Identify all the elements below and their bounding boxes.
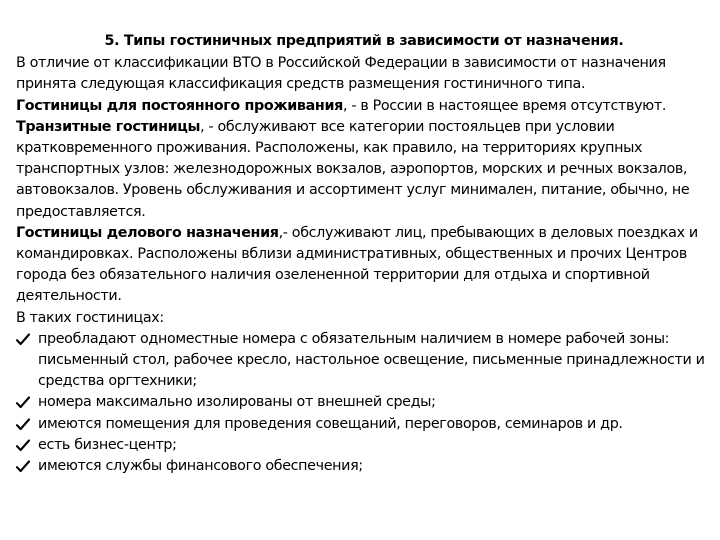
business-hotels-term: Гостиницы делового назначения bbox=[16, 224, 279, 241]
transit-hotels-paragraph bbox=[16, 117, 712, 223]
list-intro: В таких гостиницах: bbox=[16, 309, 164, 326]
list-item-text: есть бизнес-центр; bbox=[38, 436, 177, 453]
check-mark-icon bbox=[16, 333, 30, 346]
check-mark-icon bbox=[16, 396, 30, 409]
intro-paragraph: В отличие от классификации ВТО в Российской Федерации в зависимости от назначения принята следующая классификация средств размещения гостиничного типа. bbox=[16, 55, 666, 93]
permanent-hotels-text: , - в России в настоящее время отсутствуют. bbox=[342, 97, 667, 114]
business-hotels-text: ,- обслуживают лиц, пребывающих в деловых поездках и командировках. Расположены вблизи административных, общественных и прочих Центров города без обязательного наличия озелененной территории для отдыха и спортивной деятельности. bbox=[16, 224, 698, 305]
document-body bbox=[16, 31, 712, 477]
business-hotels-paragraph bbox=[16, 223, 712, 308]
list-item-text: номера максимально изолированы от внешней среды; bbox=[38, 394, 436, 411]
check-mark-icon bbox=[16, 439, 30, 452]
page-title: 5. Типы гостиничных предприятий в зависимости от назначения. bbox=[104, 33, 624, 49]
permanent-hotels-paragraph bbox=[16, 96, 712, 117]
feature-list bbox=[16, 329, 712, 477]
list-item bbox=[16, 435, 712, 456]
list-item bbox=[16, 414, 712, 435]
list-item bbox=[16, 392, 712, 413]
list-item-text: преобладают одноместные номера с обязательным наличием в номере рабочей зоны: письменный стол, рабочее кресло, настольное освещение, письменные принадлежности и средства оргтехники; bbox=[38, 330, 705, 390]
transit-hotels-text: , - обслуживают все категории постояльцев при условии кратковременного проживания. Расположены, как правило, на территориях крупных транспортных узлов: железнодорожных вокзалов, аэропортов, морских и речных вокзалов, автовокзалов. Уровень обслуживания и ассортимент услуг минимален, питание, обычно, не предоставляется. bbox=[16, 118, 690, 220]
list-item-text: имеются службы финансового обеспечения; bbox=[38, 458, 363, 475]
check-mark-icon bbox=[16, 418, 30, 431]
list-item-text: имеются помещения для проведения совещаний, переговоров, семинаров и др. bbox=[38, 415, 623, 432]
list-item bbox=[16, 329, 712, 393]
check-mark-icon bbox=[16, 460, 30, 473]
transit-hotels-term: Транзитные гостиницы bbox=[16, 118, 201, 135]
list-item bbox=[16, 456, 712, 477]
permanent-hotels-term: Гостиницы для постоянного проживания bbox=[16, 97, 343, 114]
